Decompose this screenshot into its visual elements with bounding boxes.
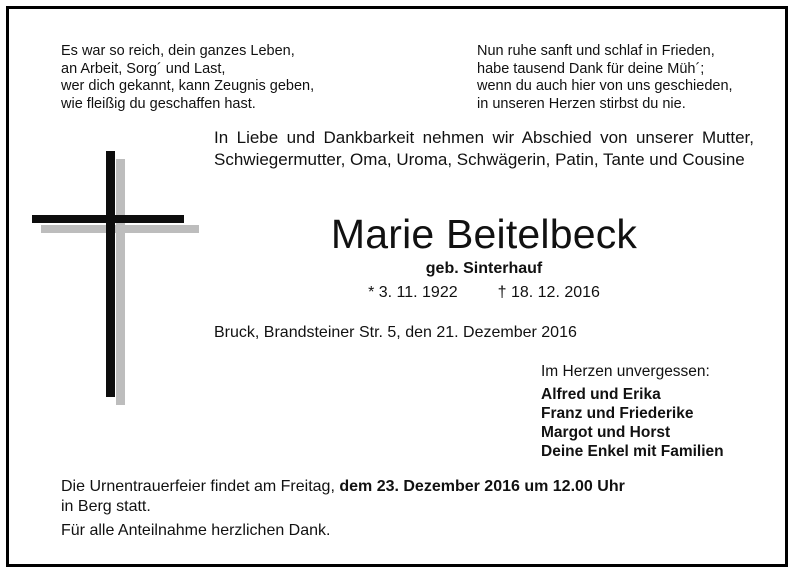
intro-text: In Liebe und Dankbarkeit nehmen wir Abschied von unserer Mutter, Schwiegermutter, Oma, Uroma, Schwägerin, Patin, Tante und Cousine [214, 128, 754, 169]
death-date: † 18. 12. 2016 [497, 284, 600, 301]
poem-left-line: Es war so reich, dein ganzes Leben, [61, 43, 295, 59]
deceased-name: Marie Beitelbeck [330, 211, 638, 257]
cross-icon [29, 145, 199, 407]
poem-right-line: habe tausend Dank für deine Müh´; [477, 60, 705, 77]
ceremony-prefix: Die Urnentrauerfeier findet am Freitag, [61, 478, 340, 495]
poem-right-line: in unseren Herzen stirbst du nie. [477, 95, 686, 112]
mourner-item: Deine Enkel mit Familien [541, 443, 724, 460]
cross-vertical-bar [106, 151, 115, 397]
mourners-list [541, 385, 724, 461]
ceremony-date-time: dem 23. Dezember 2016 um 12.00 Uhr [339, 478, 625, 495]
poem-left-line: wie fleißig du geschaffen hast. [61, 95, 256, 112]
poem-right-line: Nun ruhe sanft und schlaf in Frieden, [477, 43, 715, 59]
place-date: Bruck, Brandsteiner Str. 5, den 21. Dezember 2016 [214, 324, 577, 341]
mourner-item: Franz und Friederike [541, 405, 694, 422]
cross-shadow-vertical [116, 159, 125, 405]
ceremony-info [61, 477, 625, 517]
ceremony-suffix: in Berg statt. [61, 498, 151, 515]
poem-right-line: wenn du auch hier von uns geschieden, [477, 78, 733, 94]
cross-horizontal-bar [32, 215, 184, 223]
life-dates [214, 283, 754, 303]
mourners-intro: Im Herzen unvergessen: [541, 363, 710, 380]
poem-left-line: an Arbeit, Sorg´ und Last, [61, 60, 226, 77]
birth-date: * 3. 11. 1922 [368, 284, 458, 301]
born-name: geb. Sinterhauf [425, 260, 543, 277]
cross-shadow-horizontal [41, 225, 199, 233]
mourner-item: Alfred und Erika [541, 386, 661, 403]
poem-left-line: wer dich gekannt, kann Zeugnis geben, [61, 78, 315, 94]
obituary-notice [6, 6, 788, 567]
poem-left [61, 43, 314, 113]
thanks-text: Für alle Anteilnahme herzlichen Dank. [61, 522, 331, 539]
poem-right [477, 43, 733, 113]
mourner-item: Margot und Horst [541, 424, 671, 441]
